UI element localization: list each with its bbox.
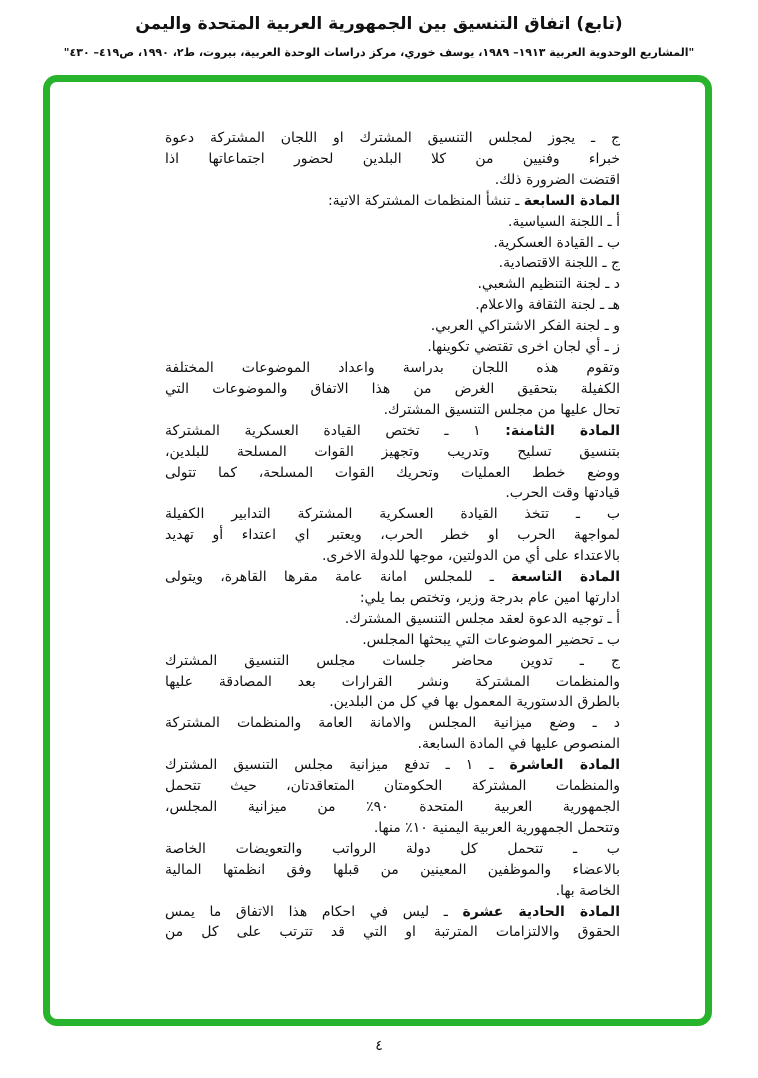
text-line [165,358,620,379]
line-text: الخاصة بها. [555,882,620,899]
text-line [165,734,620,755]
article-heading: المادة الحادية عشرة [462,903,620,920]
text-line [165,463,620,484]
line-text: الجمهورية العربية المتحدة ٩٠٪ من ميزانية المجلس، [165,799,620,815]
document-body [165,128,620,943]
line-text: ـ للمجلس امانة عامة مقرها القاهرة، ويتولى [165,569,512,586]
page-number: ٤ [375,1038,383,1054]
line-text: د ـ وضع ميزانية المجلس والامانة العامة والمنظمات المشتركة [165,715,620,732]
line-text: قيادتها وقت الحرب. [505,485,620,502]
text-line [165,881,620,902]
text-line [165,483,620,504]
text-line [165,400,620,421]
line-text: والمنظمات المشتركة الحكومتان المتعاقدتان، حيث تتحمل [165,778,620,795]
line-text: بالاعتداء على أي من الدولتين، موجها للدولة الاخرى. [321,548,620,565]
line-text: ب ـ القيادة العسكرية. [493,234,620,251]
line-text: ج ـ يجوز لمجلس التنسيق المشترك او اللجان المشتركة دعوة [165,130,620,146]
line-text: بتنسيق تسليح وتدريب وتجهيز القوات المسلحة للبلدين، [165,443,620,460]
line-text: بالطرق الدستورية المعمول بها في كل من البلدين. [329,694,620,711]
text-line [165,546,620,567]
text-line [165,295,620,316]
line-text: تحال عليها من مجلس التنسيق المشترك. [383,401,620,418]
article-heading: المادة السابعة [523,192,620,209]
document-source-citation: "المشاريع الوحدوية العربية ١٩١٣– ١٩٨٩، يوسف خوري، مركز دراسات الوحدة العربية، بيروت، ط٢، ١٩٩٠، ص٤١٩– ٤٣٠" [63,46,695,59]
text-line [165,755,620,776]
text-line [165,442,620,463]
text-line [165,609,620,630]
text-line [165,337,620,358]
line-text: ـ ١ ـ تدفع ميزانية مجلس التنسيق المشترك [165,757,510,774]
text-line [165,191,620,212]
text-line [165,316,620,337]
line-text: ـ تنشأ المنظمات المشتركة الاتية: [327,192,524,209]
text-line [165,128,620,149]
green-border-frame [43,75,712,1026]
text-line [165,567,620,588]
article-heading: المادة الثامنة: [505,422,621,439]
article-heading: المادة العاشرة [509,757,620,774]
text-line [165,776,620,797]
text-line [165,818,620,839]
line-text: ادارتها امين عام بدرجة وزير، وتختص بما يلي: [359,589,620,606]
text-line [165,253,620,274]
text-line [165,630,620,651]
line-text: و ـ لجنة الفكر الاشتراكي العربي. [430,318,620,335]
line-text: هـ ـ لجنة الثقافة والاعلام. [475,297,620,314]
text-line [165,797,620,818]
line-text: ج ـ تدوين محاضر جلسات مجلس التنسيق المشترك [165,652,620,669]
text-line [165,860,620,881]
line-text: ج ـ اللجنة الاقتصادية. [498,255,620,272]
text-line [165,170,620,191]
line-text: د ـ لجنة التنظيم الشعبي. [477,276,620,293]
line-text: ووضع خطط العمليات وتحريك القوات المسلحة، كما تتولى [165,464,620,481]
line-text: خبراء وفنيين من كلا البلدين لحضور اجتماعاتها اذا [165,150,620,167]
line-text: ز ـ أي لجان اخرى تقتضي تكوينها. [427,339,620,356]
line-text: والمنظمات المشتركة ونشر القرارات بعد المصادقة عليها [165,673,620,690]
text-line [165,149,620,170]
line-text: وتقوم هذه اللجان بدراسة واعداد الموضوعات المختلفة [165,359,620,376]
line-text: وتتحمل الجمهورية العربية اليمنية ١٠٪ منها. [373,819,620,836]
text-line [165,902,620,923]
text-line [165,525,620,546]
line-text: ب ـ تحضير الموضوعات التي يبحثها المجلس. [362,631,620,648]
line-text: المنصوص عليها في المادة السابعة. [417,736,620,753]
text-line [165,379,620,400]
text-line [165,421,620,442]
article-heading: المادة التاسعة [511,569,620,586]
text-line [165,692,620,713]
line-text: الحقوق والالتزامات المترتبة او التي قد تترتب على كل من [165,924,620,941]
text-line [165,922,620,943]
text-line [165,274,620,295]
text-line [165,651,620,672]
text-line [165,588,620,609]
line-text: الكفيلة بتحقيق الغرض من هذا الاتفاق والموضوعات التي [165,380,620,397]
line-text: ١ ـ تختص القيادة العسكرية المشتركة [165,422,506,439]
line-text: اقتضت الضرورة ذلك. [494,171,620,188]
text-line [165,504,620,525]
text-line [165,212,620,233]
document-title: (تابع) اتفاق التنسيق بين الجمهورية العربية المتحدة واليمن [135,14,623,34]
line-text: أ ـ اللجنة السياسية. [508,213,620,230]
line-text: ب ـ تتخذ القيادة العسكرية المشتركة التدابير الكفيلة [165,506,620,523]
line-text: ب ـ تتحمل كل دولة الرواتب والتعويضات الخاصة [165,840,620,857]
line-text: أ ـ توجيه الدعوة لعقد مجلس التنسيق المشترك. [344,610,620,627]
line-text: بالاعضاء والموظفين المعينين من قبلها وفق انظمتها المالية [165,861,620,878]
text-line [165,839,620,860]
line-text: لمواجهة الحرب او خطر الحرب، ويعتبر اي اعتداء أو تهديد [165,527,620,544]
text-line [165,672,620,693]
text-line [165,233,620,254]
text-line [165,713,620,734]
line-text: ـ ليس في احكام هذا الاتفاق ما يمس [165,903,463,920]
